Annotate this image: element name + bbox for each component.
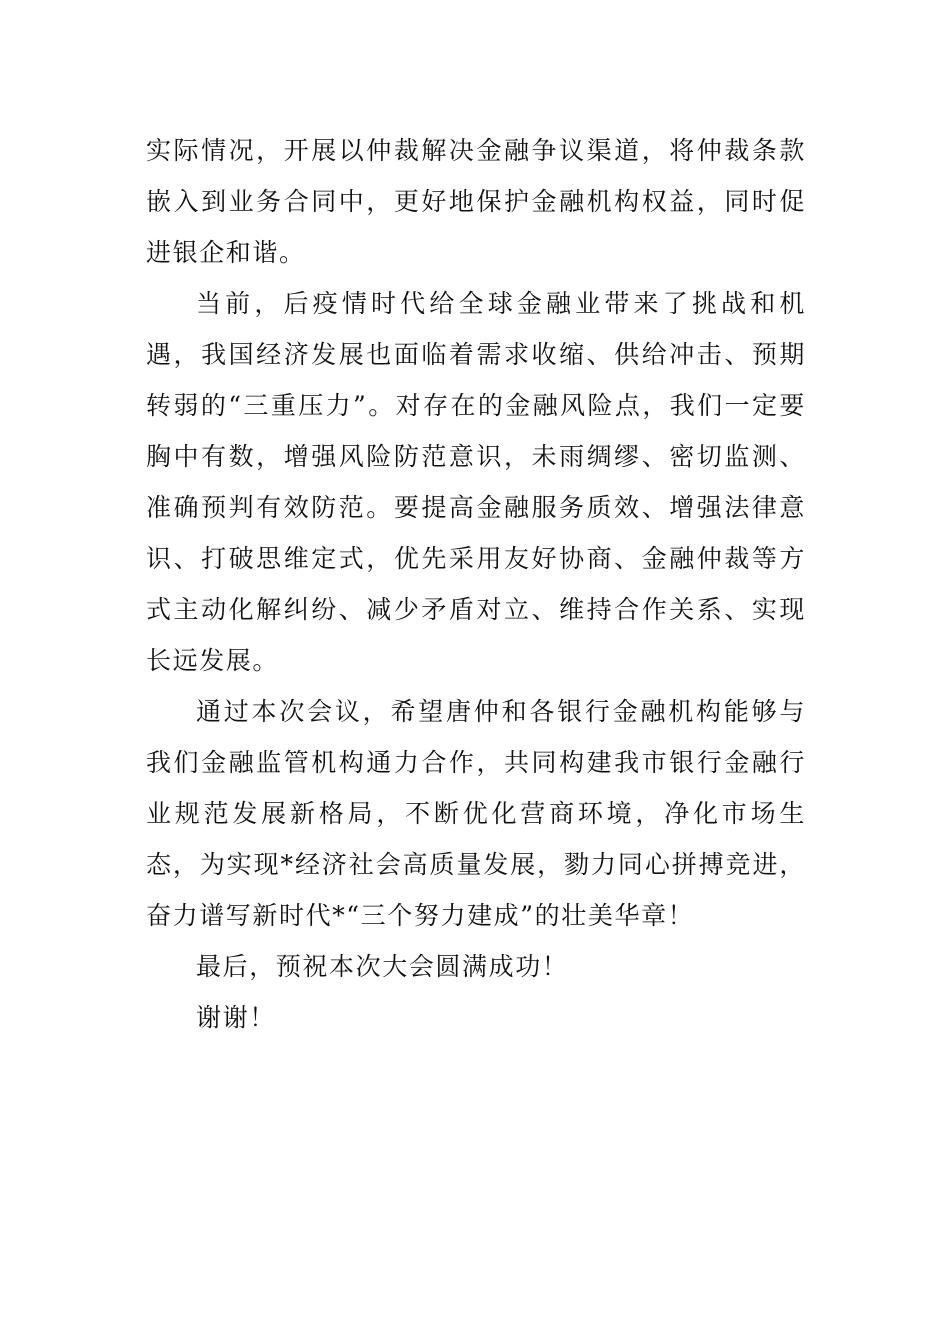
paragraph-continuation: 实际情况，开展以仲裁解决金融争议渠道，将仲裁条款嵌入到业务合同中，更好地保护金融机构权益，同时促进银企和谐。 <box>146 136 806 267</box>
paragraph-cooperation-hope: 通过本次会议，希望唐仲和各银行金融机构能够与我们金融监管机构通力合作，共同构建我市银行金融行业规范发展新格局，不断优化营商环境，净化市场生态，为实现*经济社会高质量发展，勠力同心拼搏竞进，奋力谱写新时代*“三个努力建成”的壮美华章！ <box>146 697 806 930</box>
paragraph-closing-wish: 最后，预祝本次大会圆满成功！ <box>196 952 569 981</box>
paragraph-current-situation: 当前，后疫情时代给全球金融业带来了挑战和机遇，我国经济发展也面临着需求收缩、供给冲击、预期转弱的“三重压力”。对存在的金融风险点，我们一定要胸中有数，增强风险防范意识，未雨绸缪、密切监测、准确预判有效防范。要提高金融服务质效、增强法律意识、打破思维定式，优先采用友好协商、金融仲裁等方式主动化解纠纷、减少矛盾对立、维持合作关系、实现长远发展。 <box>146 289 806 675</box>
document-body <box>146 125 806 1043</box>
paragraph-thanks: 谢谢！ <box>196 1003 276 1032</box>
